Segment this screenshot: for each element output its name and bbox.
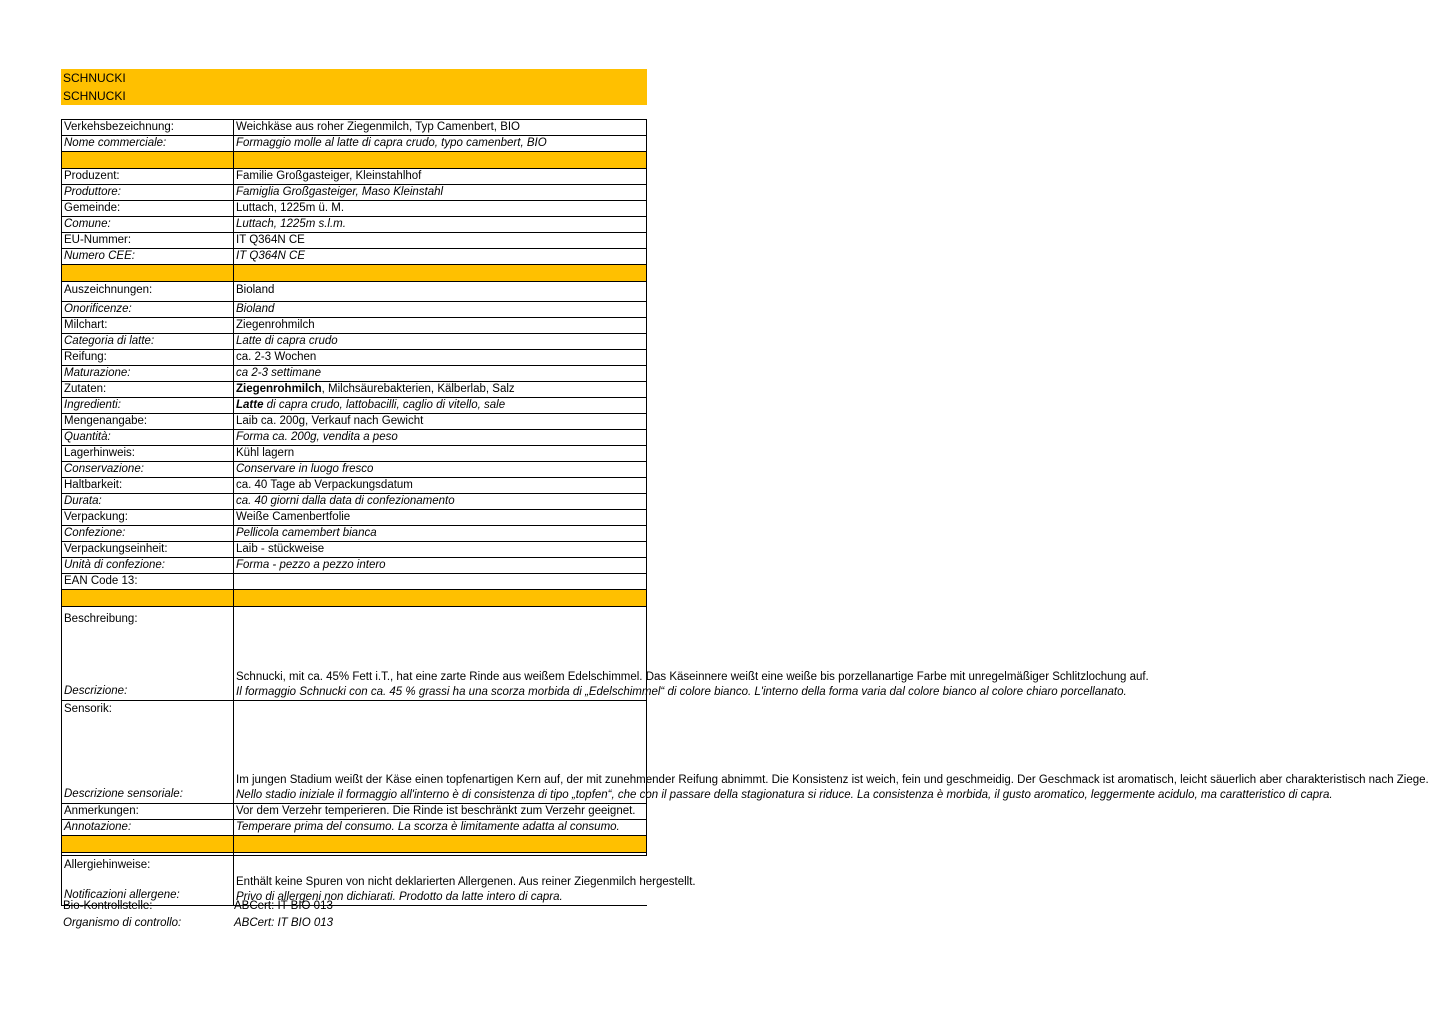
- label-confezione: Confezione:: [62, 526, 234, 542]
- value-produttore: Famiglia Großgasteiger, Maso Kleinstahl: [234, 185, 647, 201]
- label-unita-confezione: Unità di confezione:: [62, 558, 234, 574]
- label-verpackungseinheit: Verpackungseinheit:: [62, 542, 234, 558]
- value-bio-kontrollstelle: ABCert: IT BIO 013: [234, 900, 333, 912]
- beschreibung-value-cell: [234, 607, 1149, 701]
- value-confezione: Pellicola camembert bianca: [234, 526, 647, 542]
- value-notificazioni-allergene: Privo di allergeni non dichiarati. Prodotto da latte intero di capra.: [236, 891, 563, 903]
- label-milchart: Milchart:: [62, 318, 234, 334]
- value-maturazione: ca 2-3 settimane: [234, 366, 647, 382]
- value-produzent: Familie Großgasteiger, Kleinstahlhof: [234, 169, 647, 185]
- sensorik-value-cell: [234, 701, 1429, 804]
- value-durata: ca. 40 giorni dalla data di confezionamento: [234, 494, 647, 510]
- ingredienti-rest: di capra crudo, lattobacilli, caglio di vitello, sale: [263, 399, 506, 411]
- label-conservazione: Conservazione:: [62, 462, 234, 478]
- value-gemeinde: Luttach, 1225m ü. M.: [234, 201, 647, 217]
- value-verpackung: Weiße Camenbertfolie: [234, 510, 647, 526]
- label-verkehrs: Verkehsbezeichnung:: [62, 120, 234, 136]
- product-title-1: SCHNUCKI: [63, 71, 126, 85]
- product-sheet-table: [61, 119, 1429, 906]
- value-auszeichnungen: Bioland: [234, 282, 647, 302]
- label-lagerhinweis: Lagerhinweis:: [62, 446, 234, 462]
- value-numero-cee: IT Q364N CE: [234, 249, 647, 265]
- label-anmerkungen: Anmerkungen:: [62, 804, 234, 820]
- value-beschreibung: Schnucki, mit ca. 45% Fett i.T., hat eine zarte Rinde aus weißem Edelschimmel. Das Käseinnere weißt eine weiße bis porzellanartige Farbe mit unregelmäßiger Schlitzlochung auf.: [236, 671, 1149, 683]
- value-onorificenze: Bioland: [234, 302, 647, 318]
- label-maturazione: Maturazione:: [62, 366, 234, 382]
- separator-band: [62, 152, 647, 169]
- label-organismo-controllo: Organismo di controllo:: [63, 917, 182, 929]
- label-produzent: Produzent:: [62, 169, 234, 185]
- value-conservazione: Conservare in luogo fresco: [234, 462, 647, 478]
- value-categoria-latte: Latte di capra crudo: [234, 334, 647, 350]
- label-notificazioni-allergene: Notificazioni allergene:: [64, 889, 180, 901]
- value-organismo-controllo: ABCert: IT BIO 013: [234, 917, 334, 929]
- label-gemeinde: Gemeinde:: [62, 201, 234, 217]
- value-eu-nummer: IT Q364N CE: [234, 233, 647, 249]
- label-ingredienti: Ingredienti:: [62, 398, 234, 414]
- label-durata: Durata:: [62, 494, 234, 510]
- beschreibung-label-cell: [62, 607, 234, 701]
- value-anmerkungen: Vor dem Verzehr temperieren. Die Rinde ist beschränkt zum Verzehr geeignet.: [234, 804, 647, 820]
- zutaten-rest: , Milchsäurebakterien, Kälberlab, Salz: [321, 383, 515, 395]
- value-nome-commerciale: Formaggio molle al latte di capra crudo, typo camenbert, BIO: [234, 136, 647, 152]
- label-auszeichnungen: Auszeichnungen:: [62, 282, 234, 302]
- value-zutaten: [234, 382, 647, 398]
- value-lagerhinweis: Kühl lagern: [234, 446, 647, 462]
- value-allergiehinweise: Enthält keine Spuren von nicht deklarierten Allergenen. Aus reiner Ziegenmilch hergestellt.: [236, 876, 696, 888]
- label-allergiehinweise: Allergiehinweise:: [64, 859, 151, 871]
- label-produttore: Produttore:: [62, 185, 234, 201]
- value-mengenangabe: Laib ca. 200g, Verkauf nach Gewicht: [234, 414, 647, 430]
- title-band: [61, 69, 647, 105]
- label-annotazione: Annotazione:: [62, 820, 234, 836]
- value-verpackungseinheit: Laib - stückweise: [234, 542, 647, 558]
- value-quantita: Forma ca. 200g, vendita a peso: [234, 430, 647, 446]
- label-haltbarkeit: Haltbarkeit:: [62, 478, 234, 494]
- label-beschreibung: Beschreibung:: [64, 613, 138, 625]
- value-reifung: ca. 2-3 Wochen: [234, 350, 647, 366]
- label-nome-commerciale: Nome commerciale:: [62, 136, 234, 152]
- label-descrizione-sensoriale: Descrizione sensoriale:: [64, 788, 183, 800]
- separator-band: [62, 265, 647, 282]
- label-quantita: Quantità:: [62, 430, 234, 446]
- value-unita-confezione: Forma - pezzo a pezzo intero: [234, 558, 647, 574]
- label-categoria-latte: Categoria di latte:: [62, 334, 234, 350]
- label-reifung: Reifung:: [62, 350, 234, 366]
- label-comune: Comune:: [62, 217, 234, 233]
- ingredienti-bold: Latte: [236, 399, 264, 411]
- label-ean-code: EAN Code 13:: [62, 574, 234, 590]
- separator-band: [62, 836, 647, 853]
- value-comune: Luttach, 1225m s.l.m.: [234, 217, 647, 233]
- product-title-2: SCHNUCKI: [63, 89, 126, 103]
- separator-band: [62, 590, 647, 607]
- value-annotazione: Temperare prima del consumo. La scorza è limitamente adatta al consumo.: [234, 820, 647, 836]
- value-sensorik: Im jungen Stadium weißt der Käse einen topfenartigen Kern auf, der mit zunehmender Reifung abnimmt. Die Konsistenz ist weich, fein und geschmeidig. Der Geschmack ist aromatisch, leicht säuerlich aber charakteristisch nach Ziege.: [236, 774, 1429, 786]
- label-zutaten: Zutaten:: [62, 382, 234, 398]
- sensorik-label-cell: [62, 701, 234, 804]
- label-mengenangabe: Mengenangabe:: [62, 414, 234, 430]
- zutaten-bold: Ziegenrohmilch: [236, 383, 322, 395]
- value-verkehrs: Weichkäse aus roher Ziegenmilch, Typ Camenbert, BIO: [234, 120, 647, 136]
- value-ean-code: [234, 574, 647, 590]
- label-eu-nummer: EU-Nummer:: [62, 233, 234, 249]
- label-verpackung: Verpackung:: [62, 510, 234, 526]
- value-haltbarkeit: ca. 40 Tage ab Verpackungsdatum: [234, 478, 647, 494]
- value-descrizione-sensoriale: Nello stadio iniziale il formaggio all'interno è di consistenza di tipo „topfen“, che con il passare della stagionatura si riduce. La consistenza è morbida, il gusto aromatico, leggermente acidulo, ma caratteristico di capra.: [236, 789, 1333, 801]
- value-descrizione: Il formaggio Schnucki con ca. 45 % grassi ha una scorza morbida di „Edelschimmel“ di colore bianco. L'interno della forma varia dal colore bianco al colore chiaro porcellanato.: [236, 686, 1127, 698]
- label-descrizione: Descrizione:: [64, 685, 128, 697]
- footer-control: [63, 898, 333, 932]
- label-sensorik: Sensorik:: [64, 703, 112, 715]
- value-ingredienti: [234, 398, 647, 414]
- label-onorificenze: Onorificenze:: [62, 302, 234, 318]
- label-numero-cee: Numero CEE:: [62, 249, 234, 265]
- value-milchart: Ziegenrohmilch: [234, 318, 647, 334]
- label-bio-kontrollstelle: Bio-Kontrollstelle:: [63, 900, 153, 912]
